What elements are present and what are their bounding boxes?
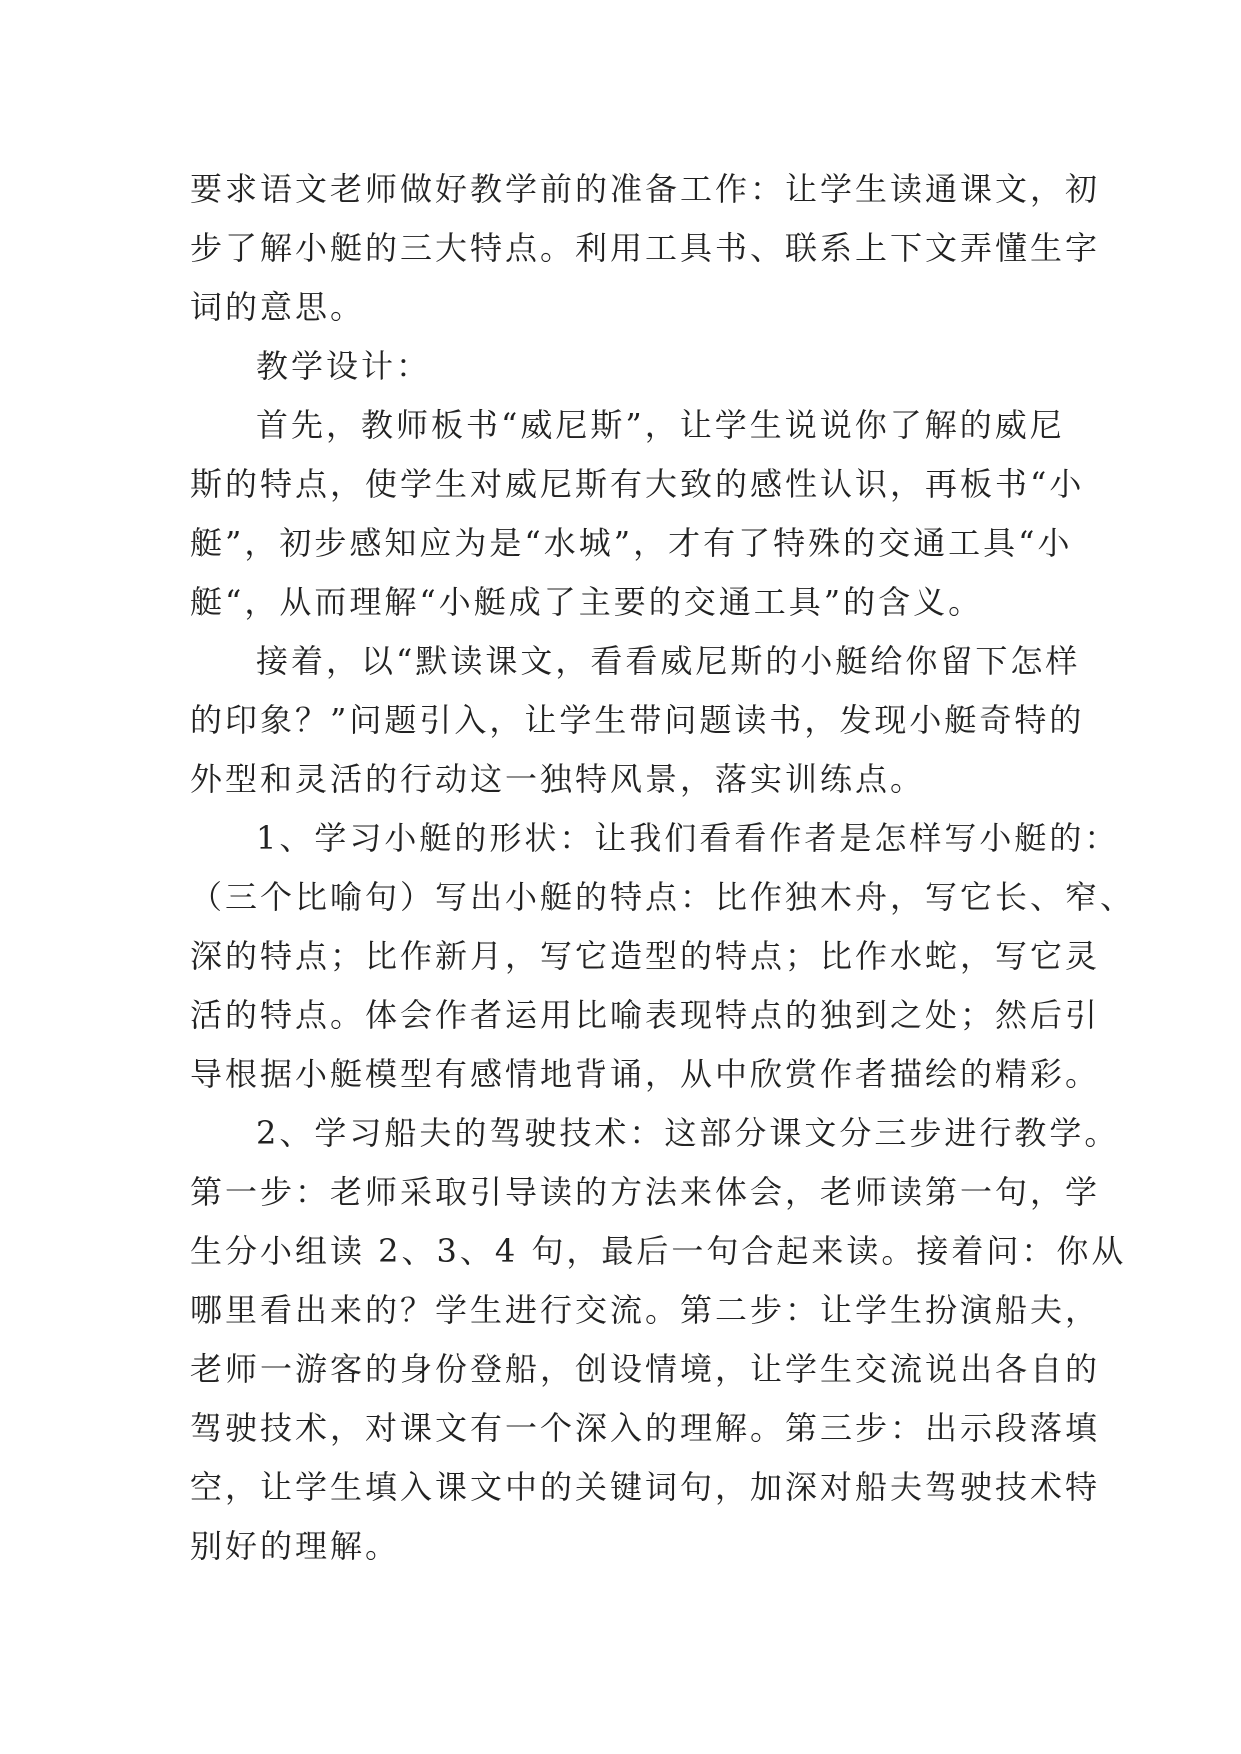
text-line: 词的意思。 <box>190 288 366 326</box>
text-line: 活的特点。体会作者运用比喻表现特点的独到之处；然后引 <box>190 996 1101 1034</box>
document-body <box>190 160 1136 1576</box>
text-line: 生分小组读 2、3、4 句，最后一句合起来读。接着问：你从 <box>190 1232 1127 1270</box>
text-line: 深的特点；比作新月，写它造型的特点；比作水蛇，写它灵 <box>190 937 1101 975</box>
text-line: 2、学习船夫的驾驶技术：这部分课文分三步进行教学。 <box>256 1114 1120 1152</box>
text-line: （三个比喻句）写出小艇的特点：比作独木舟，写它长、窄、 <box>190 878 1136 916</box>
text-line: 驾驶技术，对课文有一个深入的理解。第三步：出示段落填 <box>190 1409 1101 1447</box>
text-line: 步了解小艇的三大特点。利用工具书、联系上下文弄懂生字 <box>190 229 1101 267</box>
text-line: 别好的理解。 <box>190 1527 401 1565</box>
text-line: 斯的特点，使学生对威尼斯有大致的感性认识，再板书“小 <box>190 465 1085 503</box>
text-line: 老师一游客的身份登船，创设情境，让学生交流说出各自的 <box>190 1350 1101 1388</box>
text-line: 要求语文老师做好教学前的准备工作：让学生读通课文，初 <box>190 170 1101 208</box>
text-line: 首先，教师板书“威尼斯”，让学生说说你了解的威尼 <box>256 406 1065 444</box>
text-line: 导根据小艇模型有感情地背诵，从中欣赏作者描绘的精彩。 <box>190 1055 1101 1093</box>
text-line: 艇“，从而理解“小艇成了主要的交通工具”的含义。 <box>190 583 984 621</box>
text-line: 接着，以“默读课文，看看威尼斯的小艇给你留下怎样 <box>256 642 1081 680</box>
text-line: 的印象？”问题引入，让学生带问题读书，发现小艇奇特的 <box>190 701 1085 739</box>
text-line: 哪里看出来的？学生进行交流。第二步：让学生扮演船夫， <box>190 1291 1101 1329</box>
section-heading: 教学设计： <box>256 347 432 385</box>
text-line: 第一步：老师采取引导读的方法来体会，老师读第一句，学 <box>190 1173 1101 1211</box>
text-line: 艇”，初步感知应为是“水城”，才有了特殊的交通工具“小 <box>190 524 1073 562</box>
text-line: 外型和灵活的行动这一独特风景，落实训练点。 <box>190 760 926 798</box>
text-line: 1、学习小艇的形状：让我们看看作者是怎样写小艇的： <box>256 819 1120 857</box>
text-line: 空，让学生填入课文中的关键词句，加深对船夫驾驶技术特 <box>190 1468 1101 1506</box>
